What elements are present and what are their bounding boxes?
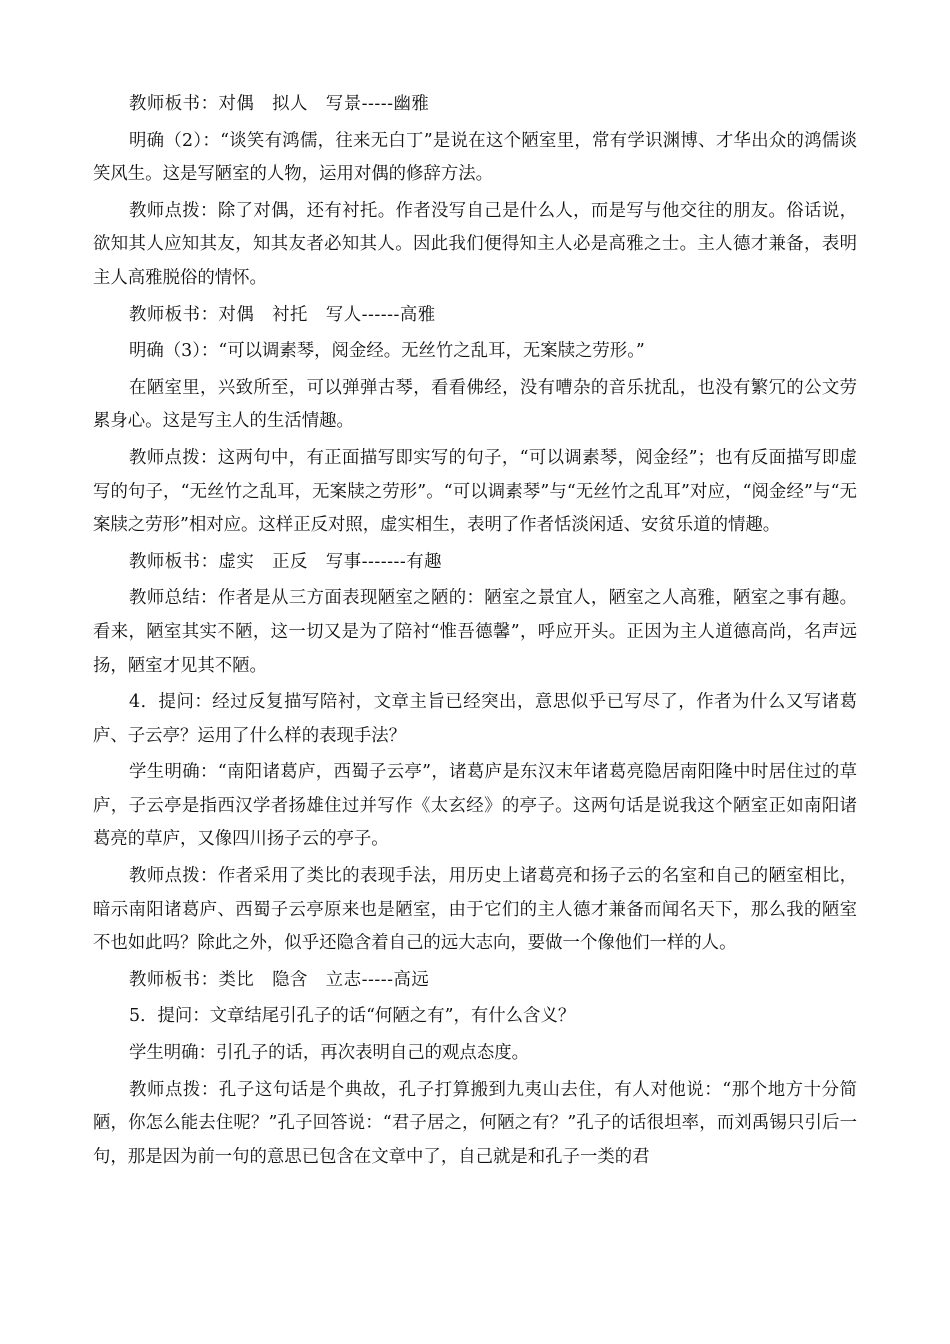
student-answer-paragraph: 学生明确：引孔子的话，再次表明自己的观点态度。 <box>129 1043 529 1064</box>
answer-paragraph: 明确（3）：“可以调素琴，阅金经。无丝竹之乱耳，无案牍之劳形。” <box>129 341 645 362</box>
explanation-paragraph: 在陋室里，兴致所至，可以弹弹古琴，看看佛经，没有嘈杂的音乐扰乱，也没有繁冗的公文劳累身心。这是写主人的生活情趣。 <box>93 377 857 432</box>
board-note-paragraph: 教师板书：对偶 衬托 写人------高雅 <box>129 304 436 325</box>
question-paragraph: 4．提问：经过反复描写陪衬，文章主旨已经突出，意思似乎已写尽了，作者为什么又写诸葛庐、子云亭？运用了什么样的表现手法？ <box>93 692 857 746</box>
board-note-paragraph: 教师板书：类比 隐含 立志-----高远 <box>129 969 430 990</box>
student-answer-paragraph: 学生明确：“南阳诸葛庐，西蜀子云亭”，诸葛庐是东汉末年诸葛亮隐居南阳隆中时居住过的草庐，子云亭是指西汉学者扬雄住过并写作《太玄经》的亭子。这两句话是说我这个陋室正如南阳诸葛亮的草庐，又像四川扬子云的亭子。 <box>93 762 857 850</box>
teacher-guidance-paragraph: 教师点拨：孔子这句话是个典故，孔子打算搬到九夷山去住，有人对他说：“那个地方十分简陋，你怎么能去住呢？”孔子回答说：“君子居之，何陋之有？”孔子的话很坦率，而刘禹锡只引后一句，那是因为前一句的意思已包含在文章中了，自己就是和孔子一类的君 <box>93 1079 857 1167</box>
teacher-summary-paragraph: 教师总结：作者是从三方面表现陋室之陋的：陋室之景宜人，陋室之人高雅，陋室之事有趣。看来，陋室其实不陋，这一切又是为了陪衬“惟吾德馨”，呼应开头。正因为主人道德高尚，名声远扬，陋室才见其不陋。 <box>93 588 857 676</box>
teacher-guidance-paragraph: 教师点拨：除了对偶，还有衬托。作者没写自己是什么人，而是写与他交往的朋友。俗话说，欲知其人应知其友，知其友者必知其人。因此我们便得知主人必是高雅之士。主人德才兼备，表明主人高雅脱俗的情怀。 <box>93 200 857 288</box>
question-paragraph: 5．提问：文章结尾引孔子的话“何陋之有”，有什么含义？ <box>129 1006 576 1027</box>
document-page <box>93 88 857 1177</box>
teacher-guidance-paragraph: 教师点拨：作者采用了类比的表现手法，用历史上诸葛亮和扬子云的名室和自己的陋室相比，暗示南阳诸葛庐、西蜀子云亭原来也是陋室，由于它们的主人德才兼备而闻名天下，那么我的陋室不也如此吗？除此之外，似乎还隐含着自己的远大志向，要做一个像他们一样的人。 <box>93 866 857 954</box>
answer-paragraph: 明确（2）：“谈笑有鸿儒，往来无白丁”是说在这个陋室里，常有学识渊博、才华出众的鸿儒谈笑风生。这是写陋室的人物，运用对偶的修辞方法。 <box>93 130 857 185</box>
board-note-paragraph: 教师板书：对偶 拟人 写景-----幽雅 <box>129 94 430 114</box>
board-note-paragraph: 教师板书：虚实 正反 写事-------有趣 <box>129 551 442 572</box>
teacher-guidance-paragraph: 教师点拨：这两句中，有正面描写即实写的句子，“可以调素琴，阅金经”；也有反面描写即虚写的句子，“无丝竹之乱耳，无案牍之劳形”。“可以调素琴”与“无丝竹之乱耳”对应，“阅金经”与“无案牍之劳形”相对应。这样正反对照，虚实相生，表明了作者恬淡闲适、安贫乐道的情趣。 <box>93 447 857 536</box>
